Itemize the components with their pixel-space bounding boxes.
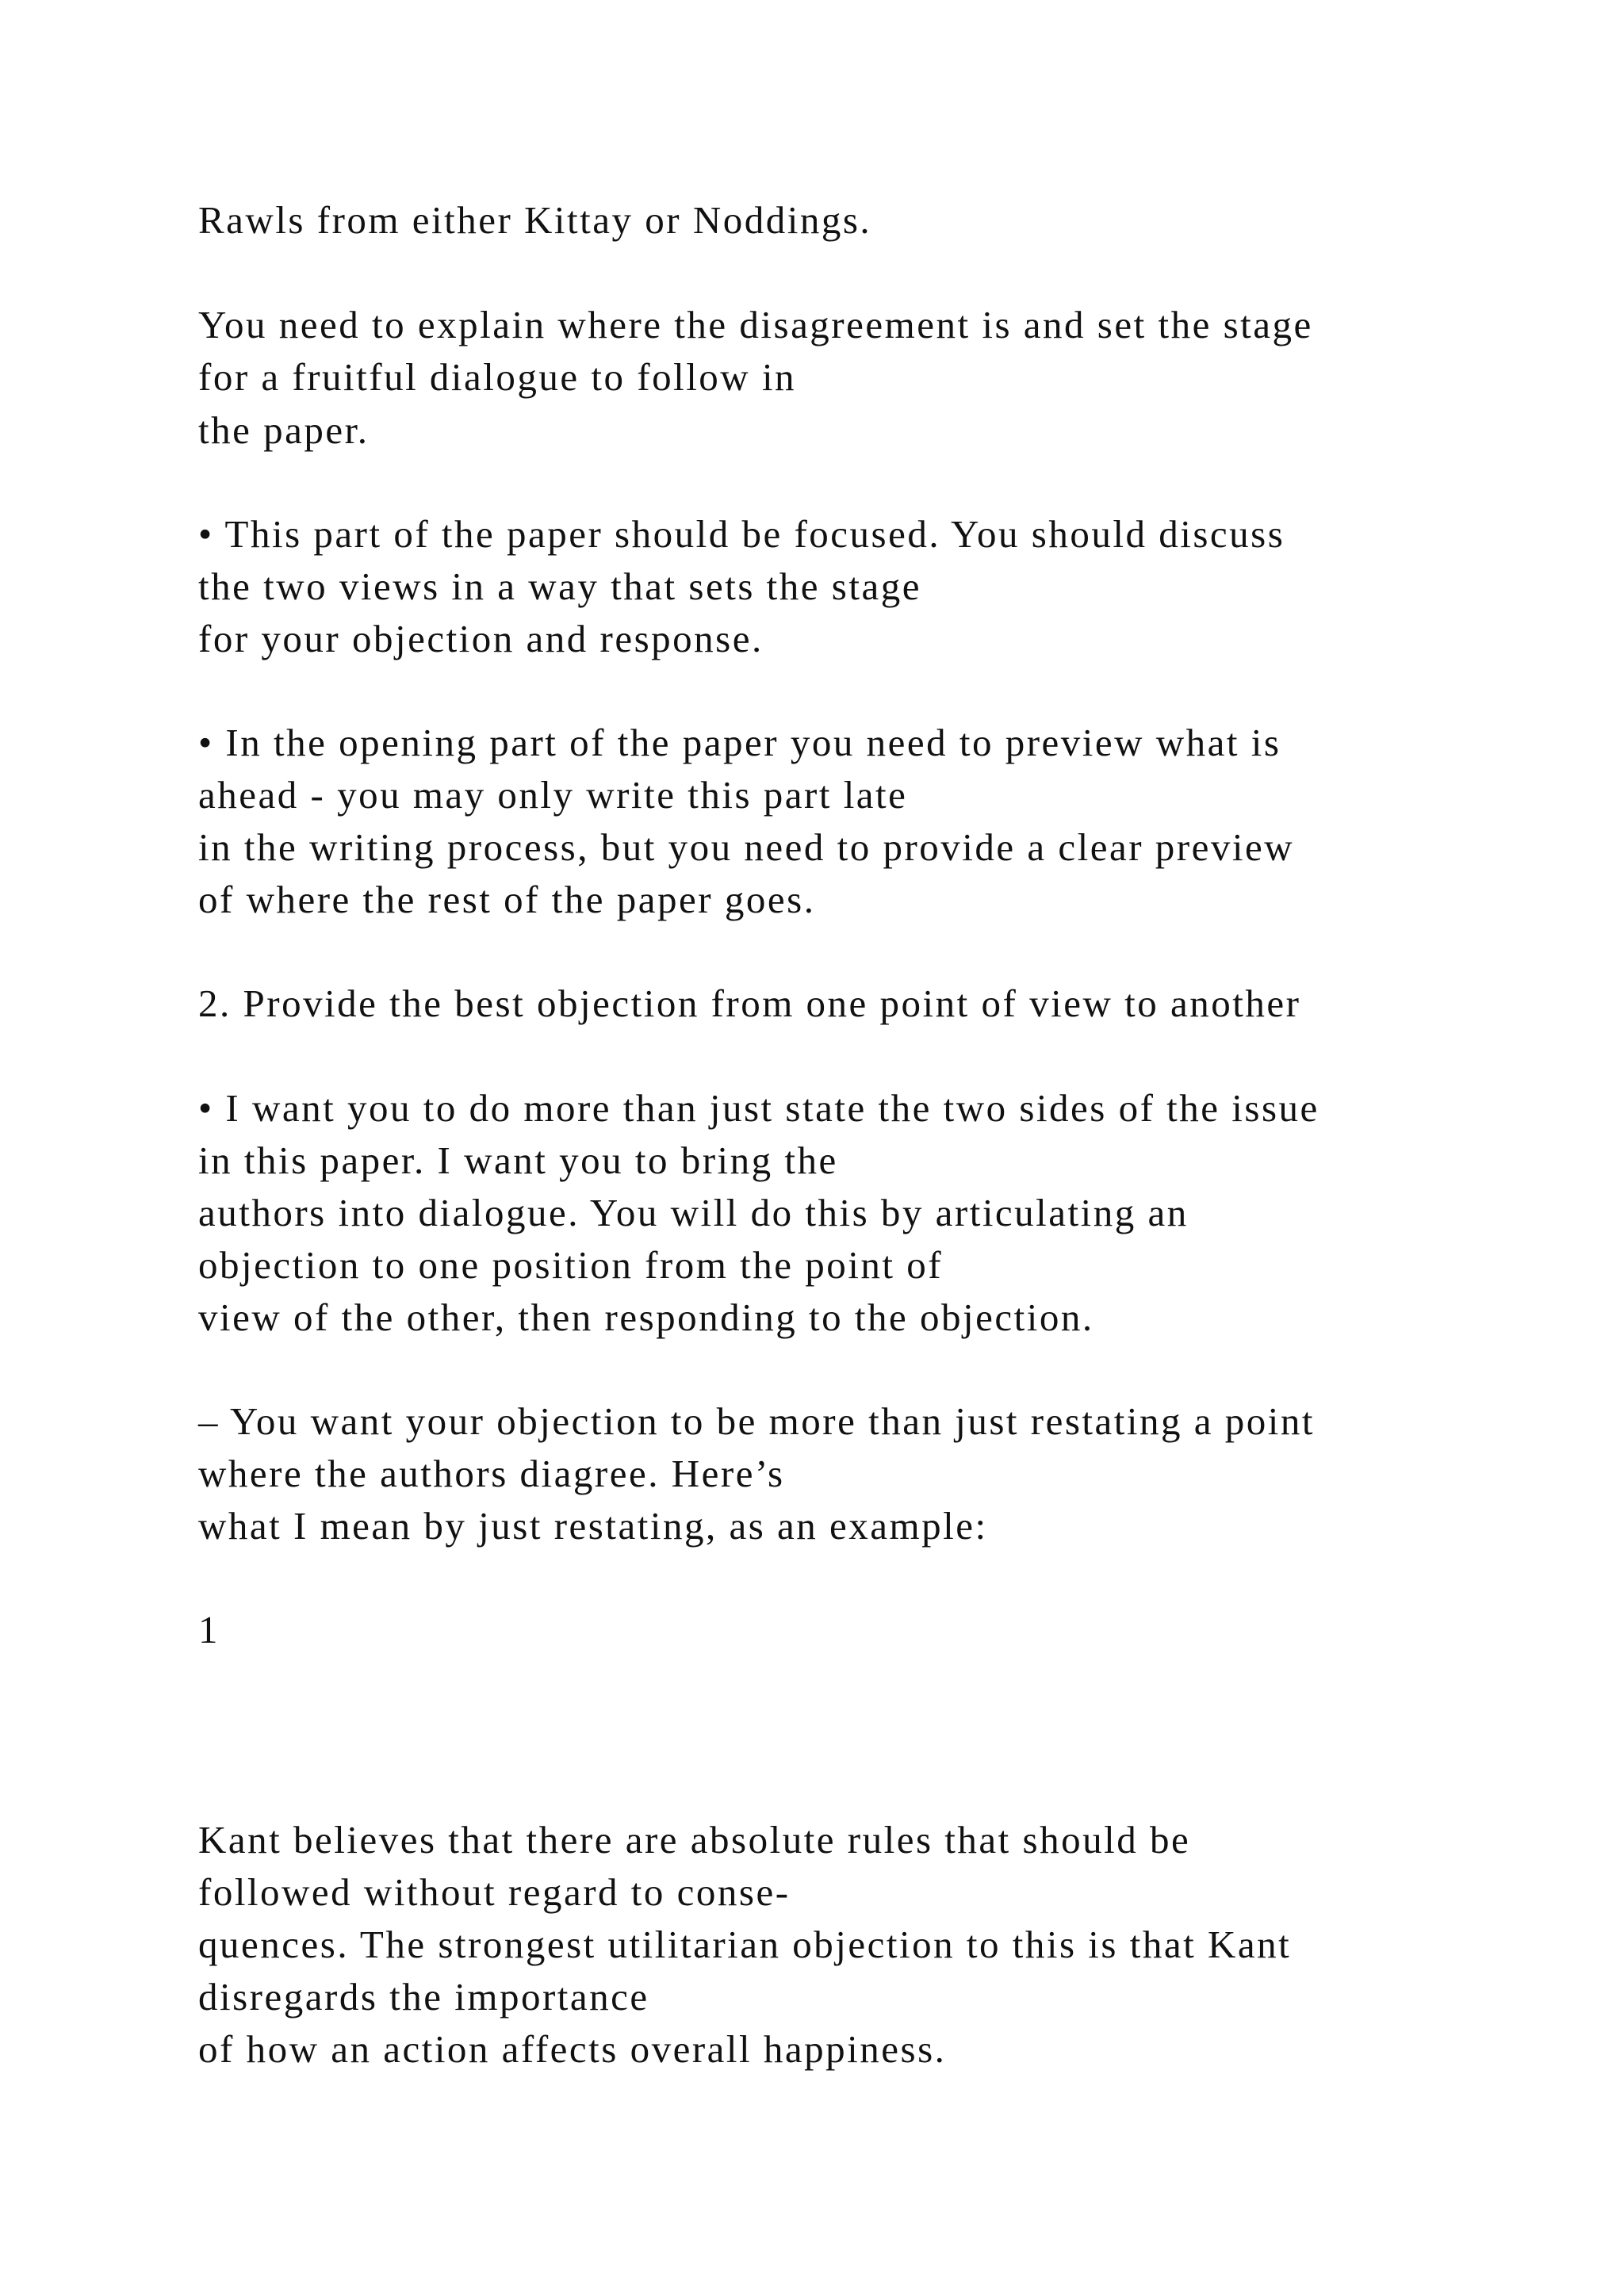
text-line: Kant believes that there are absolute rules that should be bbox=[198, 1818, 1191, 1862]
text-line: quences. The strongest utilitarian objection to this is that Kant bbox=[198, 1923, 1292, 1966]
text-line: • This part of the paper should be focused. You should discuss bbox=[198, 512, 1285, 556]
text-line: view of the other, then responding to the objection. bbox=[198, 1295, 1094, 1339]
page-number: 1 bbox=[198, 1608, 220, 1651]
text-line: • I want you to do more than just state the two sides of the issue bbox=[198, 1086, 1320, 1130]
text-line: • In the opening part of the paper you need to preview what is bbox=[198, 721, 1281, 764]
text-line: of how an action affects overall happiness. bbox=[198, 2027, 947, 2071]
text-line: 2. Provide the best objection from one point of view to another bbox=[198, 982, 1301, 1025]
text-line: You need to explain where the disagreement is and set the stage bbox=[198, 303, 1313, 346]
text-line: followed without regard to conse- bbox=[198, 1870, 791, 1914]
text-line: in this paper. I want you to bring the bbox=[198, 1138, 838, 1182]
text-line: ahead - you may only write this part late bbox=[198, 773, 908, 817]
text-line: Rawls from either Kittay or Noddings. bbox=[198, 198, 872, 242]
text-line: objection to one position from the point of bbox=[198, 1243, 944, 1287]
text-line: where the authors diagree. Here’s bbox=[198, 1452, 785, 1495]
text-line: of where the rest of the paper goes. bbox=[198, 878, 816, 921]
text-line: authors into dialogue. You will do this by articulating an bbox=[198, 1191, 1189, 1234]
text-line: the paper. bbox=[198, 408, 370, 452]
text-line: what I mean by just restating, as an example: bbox=[198, 1504, 988, 1548]
text-line: for your objection and response. bbox=[198, 617, 764, 660]
text-line: – You want your objection to be more than just restating a point bbox=[198, 1399, 1315, 1443]
text-line: for a fruitful dialogue to follow in bbox=[198, 355, 797, 399]
text-line: disregards the importance bbox=[198, 1975, 649, 2019]
text-line: the two views in a way that sets the stage bbox=[198, 564, 921, 608]
text-line: in the writing process, but you need to provide a clear preview bbox=[198, 825, 1295, 869]
